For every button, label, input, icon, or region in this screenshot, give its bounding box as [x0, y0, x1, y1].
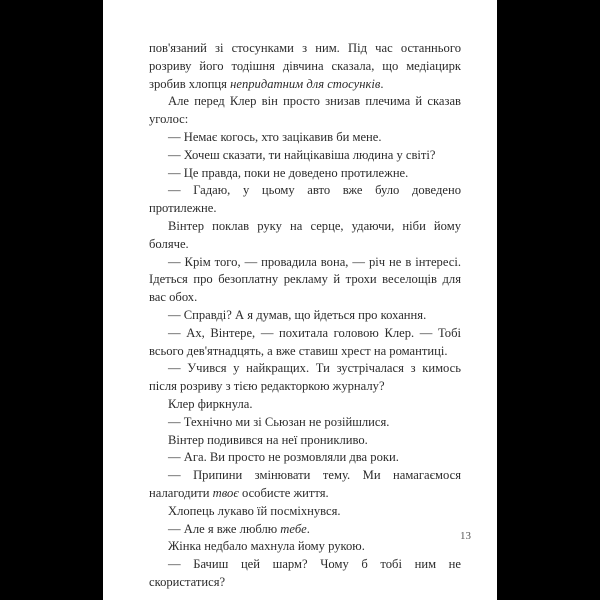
dialogue-line: — Немає когось, хто зацікавив би мене.: [168, 129, 382, 144]
body-text: [149, 40, 461, 592]
dialogue-line: — Це правда, поки не доведено протилежне.: [168, 165, 409, 180]
paragraph: Вінтер поклав руку на серце, удаючи, ніби йому боляче.: [149, 218, 461, 251]
paragraph: Клер фиркнула.: [168, 396, 253, 411]
dialogue-line: — Крім того, — провадила вона, — річ не в інтересі. Ідеться про безоплатну рекламу й трохи веселощів для вас обох.: [149, 254, 461, 305]
dialogue-line: — Припини змінювати тему. Ми намагаємося налагодити твоє особисте життя.: [149, 468, 461, 500]
paragraph: Хлопець лукаво їй посміхнувся.: [168, 503, 341, 518]
paragraph: Вінтер подивився на неї проникливо.: [168, 432, 368, 447]
paragraph: Але перед Клер він просто знизав плечима й сказав уголос:: [149, 94, 461, 127]
dialogue-line: — Бачиш цей шарм? Чому б тобі ним не скористатися?: [149, 557, 461, 589]
book-page: [103, 0, 497, 600]
dialogue-line: — Хочеш сказати, ти найцікавіша людина у світі?: [168, 147, 436, 162]
dialogue-line: — Але я вже люблю тебе.: [168, 521, 310, 536]
dialogue-line: — Гадаю, у цьому авто вже було доведено протилежне.: [149, 183, 461, 216]
dialogue-line: — Учився у найкращих. Ти зустрічалася з кимось після розриву з тією редакторкою журналу?: [149, 361, 461, 394]
dialogue-line: — Справді? А я думав, що йдеться про кохання.: [168, 307, 427, 322]
dialogue-line: — Ага. Ви просто не розмовляли два роки.: [168, 450, 399, 465]
paragraph: Жінка недбало махнула йому рукою.: [168, 539, 365, 554]
page-number: 13: [460, 530, 471, 542]
dialogue-line: — Технічно ми зі Сьюзан не розійшлися.: [168, 414, 390, 429]
paragraph: пов'язаний зі стосунками з ним. Під час останнього розриву його тодішня дівчина сказала, що медіацирк зробив хлопця непридатним для стосунків.: [149, 41, 461, 91]
dialogue-line: — Ах, Вінтере, — похитала головою Клер. — Тобі всього дев'ятнадцять, а вже ставиш хрест на романтиці.: [149, 325, 461, 358]
